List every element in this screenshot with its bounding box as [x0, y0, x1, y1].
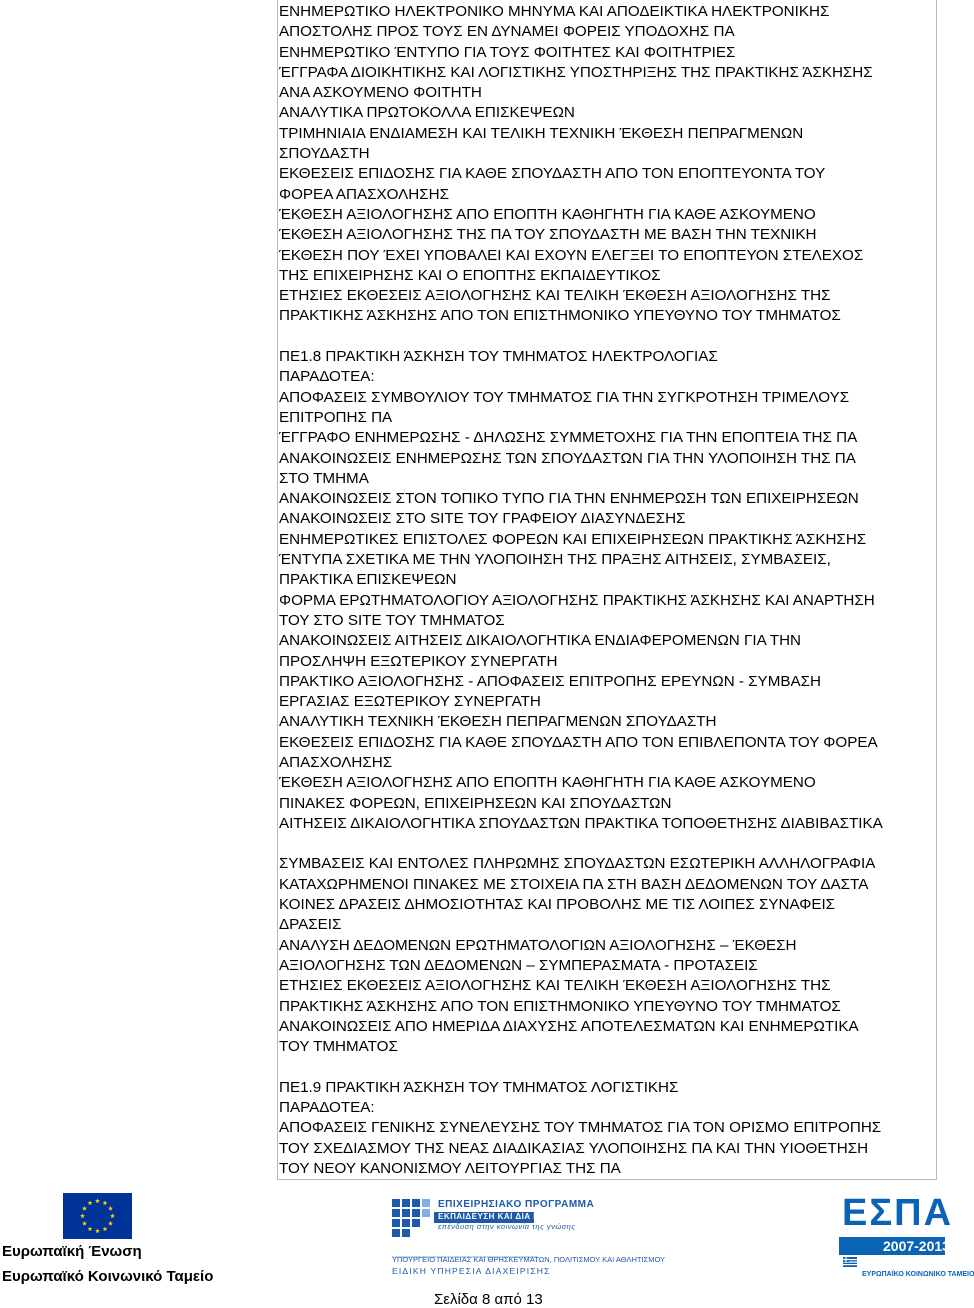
text-line: ΦΟΡΜΑ ΕΡΩΤΗΜΑΤΟΛΟΓΙΟΥ ΑΞΙΟΛΟΓΗΣΗΣ ΠΡΑΚΤΙΚΗΣ ΆΣΚΗΣΗΣ ΚΑΙ ΑΝΑΡΤΗΣΗ	[279, 591, 875, 609]
blank-line	[279, 1057, 969, 1077]
text-line: ΑΝΑΛΥΤΙΚΑ ΠΡΩΤΟΚΟΛΛΑ ΕΠΙΣΚΕΨΕΩΝ	[279, 104, 575, 122]
text-line: ΣΥΜΒΑΣΕΙΣ ΚΑΙ ΕΝΤΟΛΕΣ ΠΛΗΡΩΜΗΣ ΣΠΟΥΔΑΣΤΩΝ ΕΣΩΤΕΡΙΚΗ ΑΛΛΗΛΟΓΡΑΦΙΑ	[279, 855, 876, 873]
text-line: ΠΡΑΚΤΙΚΟ ΑΞΙΟΛΟΓΗΣΗΣ - ΑΠΟΦΑΣΕΙΣ ΕΠΙΤΡΟΠΗΣ ΕΡΕΥΝΩΝ - ΣΥΜΒΑΣΗ	[279, 672, 821, 690]
ep-title-line-1: ΕΠΙΧΕΙΡΗΣΙΑΚΟ ΠΡΟΓΡΑΜΜΑ	[438, 1199, 595, 1210]
text-line: ΠΡΑΚΤΙΚΗΣ ΆΣΚΗΣΗΣ ΑΠΟ ΤΟΝ ΕΠΙΣΤΗΜΟΝΙΚΟ ΥΠΕΥΘΥΝΟ ΤΟΥ ΤΜΗΜΑΤΟΣ	[279, 997, 841, 1015]
text-line: ΠΡΟΣΛΗΨΗ ΕΞΩΤΕΡΙΚΟΥ ΣΥΝΕΡΓΑΤΗ	[279, 652, 558, 670]
text-line: ΚΑΤΑΧΩΡΗΜΕΝΟΙ ΠΙΝΑΚΕΣ ΜΕ ΣΤΟΙΧΕΙΑ ΠΑ ΣΤΗ ΒΑΣΗ ΔΕΔΟΜΕΝΩΝ ΤΟΥ ΔΑΣΤΑ	[279, 875, 869, 893]
text-line: ΑΝΑΛΥΤΙΚΗ ΤΕΧΝΙΚΗ ΈΚΘΕΣΗ ΠΕΠΡΑΓΜΕΝΩΝ ΣΠΟΥΔΑΣΤΗ	[279, 713, 717, 731]
text-line: ΈΚΘΕΣΗ ΑΞΙΟΛΟΓΗΣΗΣ ΑΠΟ ΕΠΟΠΤΗ ΚΑΘΗΓΗΤΗ ΓΙΑ ΚΑΘΕ ΑΣΚΟΥΜΕΝΟ	[279, 205, 816, 223]
text-line: ΕΚΘΕΣΕΙΣ ΕΠΙΔΟΣΗΣ ΓΙΑ ΚΑΘΕ ΣΠΟΥΔΑΣΤΗ ΑΠΟ ΤΟΝ ΕΠΙΒΛΕΠΟΝΤΑ ΤΟΥ ΦΟΡΕΑ	[279, 733, 878, 751]
text-line: ΠΙΝΑΚΕΣ ΦΟΡΕΩΝ, ΕΠΙΧΕΙΡΗΣΕΩΝ ΚΑΙ ΣΠΟΥΔΑΣΤΩΝ	[279, 794, 672, 812]
text-line: ΠΑΡΑΔΟΤΕΑ:	[279, 368, 375, 386]
text-line: ΣΤΟ ΤΜΗΜΑ	[279, 469, 369, 487]
text-line: ΑΝΑ ΑΣΚΟΥΜΕΝΟ ΦΟΙΤΗΤΗ	[279, 84, 482, 102]
text-line: ΕΝΗΜΕΡΩΤΙΚΕΣ ΕΠΙΣΤΟΛΕΣ ΦΟΡΕΩΝ ΚΑΙ ΕΠΙΧΕΙΡΗΣΕΩΝ ΠΡΑΚΤΙΚΗΣ ΆΣΚΗΣΗΣ	[279, 530, 867, 548]
text-line: ΑΠΟΦΑΣΕΙΣ ΓΕΝΙΚΗΣ ΣΥΝΕΛΕΥΣΗΣ ΤΟΥ ΤΜΗΜΑΤΟΣ ΓΙΑ ΤΟΝ ΟΡΙΣΜΟ ΕΠΙΤΡΟΠΗΣ	[279, 1119, 882, 1137]
ep-authority: ΕΙΔΙΚΗ ΥΠΗΡΕΣΙΑ ΔΙΑΧΕΙΡΙΣΗΣ	[392, 1266, 551, 1276]
text-line: ΤΗΣ ΕΠΙΧΕΙΡΗΣΗΣ ΚΑΙ Ο ΕΠΟΠΤΗΣ ΕΚΠΑΙΔΕΥΤΙΚΟΣ	[279, 266, 661, 284]
text-line: ΑΝΑΚΟΙΝΩΣΕΙΣ ΑΠΟ ΗΜΕΡΙΔΑ ΔΙΑΧΥΣΗΣ ΑΠΟΤΕΛΕΣΜΑΤΩΝ ΚΑΙ ΕΝΗΜΕΡΩΤΙΚΑ	[279, 1017, 859, 1035]
text-line: ΈΚΘΕΣΗ ΑΞΙΟΛΟΓΗΣΗΣ ΑΠΟ ΕΠΟΠΤΗ ΚΑΘΗΓΗΤΗ ΓΙΑ ΚΑΘΕ ΑΣΚΟΥΜΕΝΟ	[279, 774, 816, 792]
text-line: ΑΠΟΦΑΣΕΙΣ ΣΥΜΒΟΥΛΙΟΥ ΤΟΥ ΤΜΗΜΑΤΟΣ ΓΙΑ ΤΗΝ ΣΥΓΚΡΟΤΗΣΗ ΤΡΙΜΕΛΟΥΣ	[279, 388, 850, 406]
text-line: ΑΝΑΚΟΙΝΩΣΕΙΣ ΣΤΟΝ ΤΟΠΙΚΟ ΤΥΠΟ ΓΙΑ ΤΗΝ ΕΝΗΜΕΡΩΣΗ ΤΩΝ ΕΠΙΧΕΙΡΗΣΕΩΝ	[279, 490, 859, 508]
esf-label: Ευρωπαϊκό Κοινωνικό Ταμείο	[2, 1268, 214, 1285]
text-line: ΕΤΗΣΙΕΣ ΕΚΘΕΣΕΙΣ ΑΞΙΟΛΟΓΗΣΗΣ ΚΑΙ ΤΕΛΙΚΗ ΈΚΘΕΣΗ ΑΞΙΟΛΟΓΗΣΗΣ ΤΗΣ	[279, 977, 831, 995]
eu-flag-icon	[63, 1193, 132, 1239]
ep-program-title	[438, 1199, 595, 1232]
text-line: ΕΝΗΜΕΡΩΤΙΚΟ ΈΝΤΥΠΟ ΓΙΑ ΤΟΥΣ ΦΟΙΤΗΤΕΣ ΚΑΙ ΦΟΙΤΗΤΡΙΕΣ	[279, 43, 736, 61]
text-line: ΈΓΓΡΑΦΑ ΔΙΟΙΚΗΤΙΚΗΣ ΚΑΙ ΛΟΓΙΣΤΙΚΗΣ ΥΠΟΣΤΗΡΙΞΗΣ ΤΗΣ ΠΡΑΚΤΙΚΗΣ ΆΣΚΗΣΗΣ	[279, 63, 873, 81]
eu-label: Ευρωπαϊκή Ένωση	[2, 1243, 142, 1260]
text-line: ΕΚΘΕΣΕΙΣ ΕΠΙΔΟΣΗΣ ΓΙΑ ΚΑΘΕ ΣΠΟΥΔΑΣΤΗ ΑΠΟ ΤΟΝ ΕΠΟΠΤΕΥΟΝΤΑ ΤΟΥ	[279, 165, 826, 183]
text-line: ΤΡΙΜΗΝΙΑΙΑ ΕΝΔΙΑΜΕΣΗ ΚΑΙ ΤΕΛΙΚΗ ΤΕΧΝΙΚΗ ΈΚΘΕΣΗ ΠΕΠΡΑΓΜΕΝΩΝ	[279, 124, 804, 142]
text-line: ΠΡΑΚΤΙΚΗΣ ΆΣΚΗΣΗΣ ΑΠΟ ΤΟΝ ΕΠΙΣΤΗΜΟΝΙΚΟ ΥΠΕΥΘΥΝΟ ΤΟΥ ΤΜΗΜΑΤΟΣ	[279, 307, 841, 325]
text-line: ΕΝΗΜΕΡΩΤΙΚΟ ΗΛΕΚΤΡΟΝΙΚΟ ΜΗΝΥΜΑ ΚΑΙ ΑΠΟΔΕΙΚΤΙΚΑ ΗΛΕΚΤΡΟΝΙΚΗΣ	[279, 3, 830, 20]
espa-years: 2007-2013	[883, 1238, 950, 1254]
page-number: Σελίδα 8 από 13	[434, 1291, 543, 1308]
text-line: ΕΡΓΑΣΙΑΣ ΕΞΩΤΕΡΙΚΟΥ ΣΥΝΕΡΓΑΤΗ	[279, 693, 541, 711]
text-line: ΚΟΙΝΕΣ ΔΡΑΣΕΙΣ ΔΗΜΟΣΙΟΤΗΤΑΣ ΚΑΙ ΠΡΟΒΟΛΗΣ ΜΕ ΤΙΣ ΛΟΙΠΕΣ ΣΥΝΑΦΕΙΣ	[279, 896, 836, 914]
text-line: ΕΠΙΤΡΟΠΗΣ ΠΑ	[279, 408, 393, 426]
text-line: ΠΡΑΚΤΙΚΑ ΕΠΙΣΚΕΨΕΩΝ	[279, 571, 457, 589]
text-line: ΑΝΑΚΟΙΝΩΣΕΙΣ ΕΝΗΜΕΡΩΣΗΣ ΤΩΝ ΣΠΟΥΔΑΣΤΩΝ ΓΙΑ ΤΗΝ ΥΛΟΠΟΙΗΣΗ ΤΗΣ ΠΑ	[279, 449, 856, 467]
text-line: ΈΚΘΕΣΗ ΑΞΙΟΛΟΓΗΣΗΣ ΤΗΣ ΠΑ ΤΟΥ ΣΠΟΥΔΑΣΤΗ ΜΕ ΒΑΣΗ ΤΗΝ ΤΕΧΝΙΚΗ	[279, 226, 817, 244]
text-line: ΔΡΑΣΕΙΣ	[279, 916, 342, 934]
text-line: ΑΙΤΗΣΕΙΣ ΔΙΚΑΙΟΛΟΓΗΤΙΚΑ ΣΠΟΥΔΑΣΤΩΝ ΠΡΑΚΤΙΚΑ ΤΟΠΟΘΕΤΗΣΗΣ ΔΙΑΒΙΒΑΣΤΙΚΑ	[279, 814, 883, 832]
text-line: ΈΓΓΡΑΦΟ ΕΝΗΜΕΡΩΣΗΣ - ΔΗΛΩΣΗΣ ΣΥΜΜΕΤΟΧΗΣ ΓΙΑ ΤΗΝ ΕΠΟΠΤΕΙΑ ΤΗΣ ΠΑ	[279, 429, 858, 447]
espa-fund-label: ΕΥΡΩΠΑΪΚΟ ΚΟΙΝΩΝΙΚΟ ΤΑΜΕΙΟ	[862, 1271, 974, 1278]
text-line: ΤΟΥ ΣΤΟ SITE ΤΟΥ ΤΜΗΜΑΤΟΣ	[279, 611, 505, 629]
text-line: ΤΟΥ ΤΜΗΜΑΤΟΣ	[279, 1038, 398, 1056]
text-line: ΈΝΤΥΠΑ ΣΧΕΤΙΚΑ ΜΕ ΤΗΝ ΥΛΟΠΟΙΗΣΗ ΤΗΣ ΠΡΑΞΗΣ ΑΙΤΗΣΕΙΣ, ΣΥΜΒΑΣΕΙΣ,	[279, 551, 831, 569]
text-line: ΤΟΥ ΝΕΟΥ ΚΑΝΟΝΙΣΜΟΥ ΛΕΙΤΟΥΡΓΙΑΣ ΤΗΣ ΠΑ	[279, 1159, 621, 1177]
text-line: ΠΕ1.8 ΠΡΑΚΤΙΚΗ ΆΣΚΗΣΗ ΤΟΥ ΤΜΗΜΑΤΟΣ ΗΛΕΚΤΡΟΛΟΓΙΑΣ	[279, 348, 718, 366]
text-line: ΠΕ1.9 ΠΡΑΚΤΙΚΗ ΆΣΚΗΣΗ ΤΟΥ ΤΜΗΜΑΤΟΣ ΛΟΓΙΣΤΙΚΗΣ	[279, 1078, 679, 1096]
text-line: ΑΝΑΚΟΙΝΩΣΕΙΣ ΑΙΤΗΣΕΙΣ ΔΙΚΑΙΟΛΟΓΗΤΙΚΑ ΕΝΔΙΑΦΕΡΟΜΕΝΩΝ ΓΙΑ ΤΗΝ	[279, 632, 802, 650]
ep-title-line-3: επένδυση στην κοινωνία της γνώσης	[438, 1222, 576, 1231]
ep-title-line-2: ΕΚΠΑΙΔΕΥΣΗ ΚΑΙ ΔΙΑ ΒΙΟΥ ΜΑΘΗΣΗ	[438, 1212, 596, 1221]
text-line: ΕΤΗΣΙΕΣ ΕΚΘΕΣΕΙΣ ΑΞΙΟΛΟΓΗΣΗΣ ΚΑΙ ΤΕΛΙΚΗ ΈΚΘΕΣΗ ΑΞΙΟΛΟΓΗΣΗΣ ΤΗΣ	[279, 287, 831, 305]
text-line: ΠΑΡΑΔΟΤΕΑ:	[279, 1099, 375, 1117]
text-line: ΑΠΑΣΧΟΛΗΣΗΣ	[279, 753, 393, 771]
blank-line	[279, 834, 969, 854]
espa-wordmark: ΕΣΠΑ	[842, 1192, 954, 1234]
text-line: ΣΠΟΥΔΑΣΤΗ	[279, 145, 370, 163]
greek-flag-icon	[843, 1257, 857, 1267]
text-line: ΤΟΥ ΣΧΕΔΙΑΣΜΟΥ ΤΗΣ ΝΕΑΣ ΔΙΑΔΙΚΑΣΙΑΣ ΥΛΟΠΟΙΗΣΗΣ ΠΑ ΚΑΙ ΤΗΝ ΥΙΟΘΕΤΗΣΗ	[279, 1139, 869, 1157]
blank-line	[279, 327, 969, 347]
text-line: ΦΟΡΕΑ ΑΠΑΣΧΟΛΗΣΗΣ	[279, 185, 450, 203]
document-body	[279, 2, 969, 1179]
text-line: ΑΞΙΟΛΟΓΗΣΗΣ ΤΩΝ ΔΕΔΟΜΕΝΩΝ – ΣΥΜΠΕΡΑΣΜΑΤΑ - ΠΡΟΤΑΣΕΙΣ	[279, 956, 758, 974]
text-line: ΑΠΟΣΤΟΛΗΣ ΠΡΟΣ ΤΟΥΣ ΕΝ ΔΥΝΑΜΕΙ ΦΟΡΕΙΣ ΥΠΟΔΟΧΗΣ ΠΑ	[279, 23, 735, 41]
text-line: ΑΝΑΛΥΣΗ ΔΕΔΟΜΕΝΩΝ ΕΡΩΤΗΜΑΤΟΛΟΓΙΩΝ ΑΞΙΟΛΟΓΗΣΗΣ – ΈΚΘΕΣΗ	[279, 936, 797, 954]
text-line: ΈΚΘΕΣΗ ΠΟΥ ΈΧΕΙ ΥΠΟΒΑΛΕΙ ΚΑΙ ΕΧΟΥΝ ΕΛΕΓΞΕΙ ΤΟ ΕΠΟΠΤΕΥΟΝ ΣΤΕΛΕΧΟΣ	[279, 246, 864, 264]
text-line: ΑΝΑΚΟΙΝΩΣΕΙΣ ΣΤΟ SITE ΤΟΥ ΓΡΑΦΕΙΟΥ ΔΙΑΣΥΝΔΕΣΗΣ	[279, 510, 686, 528]
ep-ministry: ΥΠΟΥΡΓΕΙΟ ΠΑΙΔΕΙΑΣ ΚΑΙ ΘΡΗΣΚΕΥΜΑΤΩΝ, ΠΟΛΙΤΙΣΜΟΥ ΚΑΙ ΑΘΛΗΤΙΣΜΟΥ	[392, 1255, 666, 1264]
